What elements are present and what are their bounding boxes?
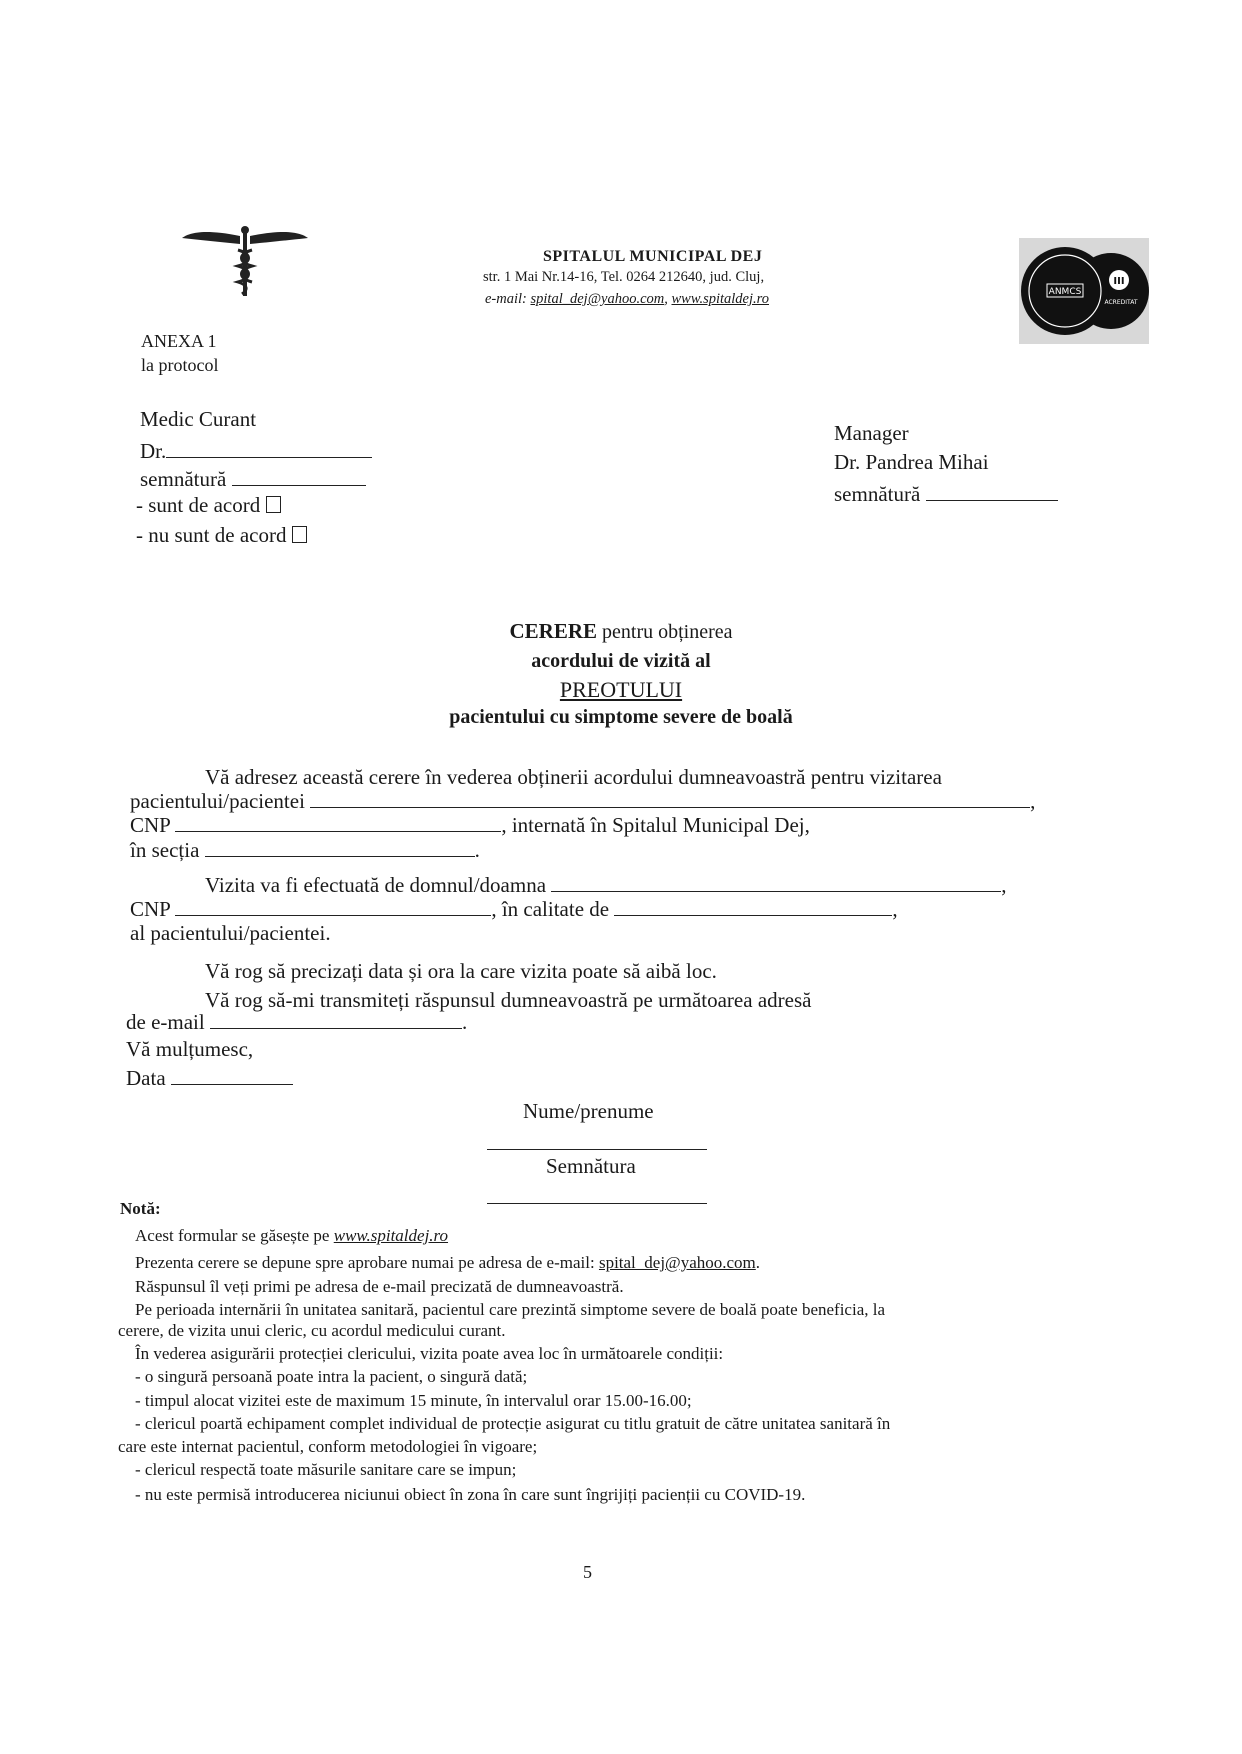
medic-title: Medic Curant bbox=[140, 407, 257, 431]
agree-label: - sunt de acord bbox=[136, 493, 261, 517]
disagree-checkbox[interactable] bbox=[292, 526, 307, 543]
disagree-label: - nu sunt de acord bbox=[136, 523, 287, 547]
email-label: de e-mail bbox=[126, 1010, 205, 1035]
request-priest-heading: PREOTULUI bbox=[559, 677, 683, 702]
note-title: Notă: bbox=[120, 1199, 161, 1218]
note-line-7: - o singură persoană poate intra la pacient, o singură dată; bbox=[135, 1367, 528, 1386]
visitor-quality-field[interactable] bbox=[614, 893, 892, 916]
accreditation-seals bbox=[1019, 238, 1149, 344]
signature-label: Semnătura bbox=[546, 1154, 636, 1178]
medic-sign-label: semnătură bbox=[140, 467, 227, 492]
name-label: Nume/prenume bbox=[523, 1099, 654, 1123]
patient-row: pacientului/pacientei , bbox=[130, 785, 1035, 814]
svg-text:III: III bbox=[1113, 276, 1125, 287]
manager-sign-row bbox=[834, 478, 1058, 507]
agree-checkbox[interactable] bbox=[266, 496, 281, 513]
page-number: 5 bbox=[583, 1562, 592, 1582]
accreditation-seal-icon bbox=[1019, 238, 1149, 344]
svg-text:ANMCS: ANMCS bbox=[1048, 287, 1082, 297]
disagree-row bbox=[136, 523, 307, 548]
please-send-text: Vă rog să-mi transmiteți răspunsul dumneavoastră pe următoarea adresă bbox=[205, 988, 812, 1012]
date-field[interactable] bbox=[171, 1062, 293, 1085]
note-line-5: cerere, de vizita unui cleric, cu acordul medicului curant. bbox=[118, 1321, 506, 1340]
request-title bbox=[0, 619, 1242, 644]
manager-title: Manager bbox=[834, 421, 909, 445]
hospital-email-link[interactable]: spital_dej@yahoo.com bbox=[530, 291, 665, 307]
section-field[interactable] bbox=[205, 834, 475, 857]
section-label: în secția bbox=[130, 838, 200, 863]
reply-email-field[interactable] bbox=[210, 1006, 462, 1029]
visitor-cnp-field[interactable] bbox=[175, 893, 491, 916]
interned-text: , internată în Spitalul Municipal Dej, bbox=[501, 813, 810, 838]
note-line-12: - nu este permisă introducerea niciunui obiect în zona în care sunt îngrijiți pacienții cu COVID-19. bbox=[135, 1485, 806, 1504]
patient-label: pacientului/pacientei bbox=[130, 789, 305, 814]
note-line-1: Acest formular se găsește pe www.spitaldej.ro bbox=[135, 1226, 449, 1245]
quality-label: , în calitate de bbox=[491, 897, 610, 922]
note-line-2: Prezenta cerere se depune spre aprobare numai pe adresa de e-mail: spital_dej@yahoo.com. bbox=[135, 1253, 761, 1272]
hospital-contact: e-mail: spital_dej@yahoo.com, www.spitaldej.ro bbox=[485, 291, 769, 307]
medic-name-field[interactable] bbox=[166, 435, 372, 458]
date-row bbox=[126, 1062, 293, 1091]
annex-title: ANEXA 1 bbox=[141, 331, 217, 351]
patient-cnp-field[interactable] bbox=[175, 809, 501, 832]
email-row: de e-mail . bbox=[126, 1006, 467, 1035]
note-line-10: care este internat pacientul, conform metodologiei în vigoare; bbox=[118, 1437, 538, 1456]
note-line-6: În vederea asigurării protecției clericului, vizita poate avea loc în următoarele condiții: bbox=[135, 1344, 724, 1363]
medic-dr-row bbox=[140, 435, 372, 464]
of-patient-text: al pacientului/pacientei. bbox=[130, 921, 331, 945]
thanks-text: Vă mulțumesc, bbox=[126, 1037, 254, 1061]
manager-name: Dr. Pandrea Mihai bbox=[834, 450, 989, 474]
medic-signature-field[interactable] bbox=[232, 463, 366, 486]
visitor-row: Vizita va fi efectuată de domnul/doamna , bbox=[205, 869, 1007, 898]
hospital-website-link[interactable]: www.spitaldej.ro bbox=[671, 291, 769, 307]
manager-sign-label: semnătură bbox=[834, 482, 921, 507]
email-prefix: e-mail: bbox=[485, 291, 527, 307]
visitor-label: Vizita va fi efectuată de domnul/doamna bbox=[205, 873, 547, 898]
request-patient-heading: pacientului cu simptome severe de boală bbox=[449, 706, 793, 728]
patient-cnp-label: CNP bbox=[130, 813, 171, 838]
note-line-8: - timpul alocat vizitei este de maximum 15 minute, în intervalul orar 15.00-16.00; bbox=[135, 1391, 692, 1410]
note-line-11: - clericul respectă toate măsurile sanitare care se impun; bbox=[135, 1460, 517, 1479]
caduceus-logo-icon bbox=[180, 222, 310, 302]
agree-row bbox=[136, 493, 281, 518]
note-website-link[interactable]: www.spitaldej.ro bbox=[333, 1226, 449, 1245]
manager-signature-field[interactable] bbox=[926, 478, 1058, 501]
please-date-text: Vă rog să precizați data și ora la care vizita poate să aibă loc. bbox=[205, 959, 717, 983]
medic-sign-row bbox=[140, 463, 366, 492]
visitor-name-field[interactable] bbox=[551, 869, 1001, 892]
request-title-word: CERERE bbox=[509, 619, 598, 643]
name-field[interactable] bbox=[487, 1149, 707, 1150]
request-title-rest: pentru obținerea bbox=[597, 621, 733, 643]
svg-text:ACREDITAT: ACREDITAT bbox=[1104, 299, 1138, 306]
note-line-9: - clericul poartă echipament complet individual de protecție asigurat cu titlu gratuit de către unitatea sanitară în bbox=[135, 1414, 891, 1433]
annex-subtitle: la protocol bbox=[141, 355, 219, 375]
note-line-4: Pe perioada internării în unitatea sanitară, pacientul care prezintă simptome severe de boală poate beneficia, la bbox=[135, 1300, 886, 1319]
visitor-cnp-row: CNP , în calitate de , bbox=[130, 893, 898, 922]
patient-name-field[interactable] bbox=[310, 785, 1030, 808]
body-intro: Vă adresez această cerere în vederea obținerii acordului dumneavoastră pentru vizitarea bbox=[205, 765, 942, 789]
hospital-name: SPITALUL MUNICIPAL DEJ bbox=[543, 248, 763, 265]
visitor-cnp-label: CNP bbox=[130, 897, 171, 922]
date-label: Data bbox=[126, 1066, 166, 1091]
medic-dr-label: Dr. bbox=[140, 439, 167, 464]
hospital-address: str. 1 Mai Nr.14-16, Tel. 0264 212640, jud. Cluj, bbox=[483, 269, 765, 285]
section-row: în secția . bbox=[130, 834, 480, 863]
note-line-3: Răspunsul îl veți primi pe adresa de e-mail precizată de dumneavoastră. bbox=[135, 1277, 624, 1296]
request-subtitle: acordului de vizită al bbox=[531, 650, 711, 672]
signature-field[interactable] bbox=[487, 1203, 707, 1204]
note-email-link[interactable]: spital_dej@yahoo.com bbox=[598, 1253, 756, 1272]
